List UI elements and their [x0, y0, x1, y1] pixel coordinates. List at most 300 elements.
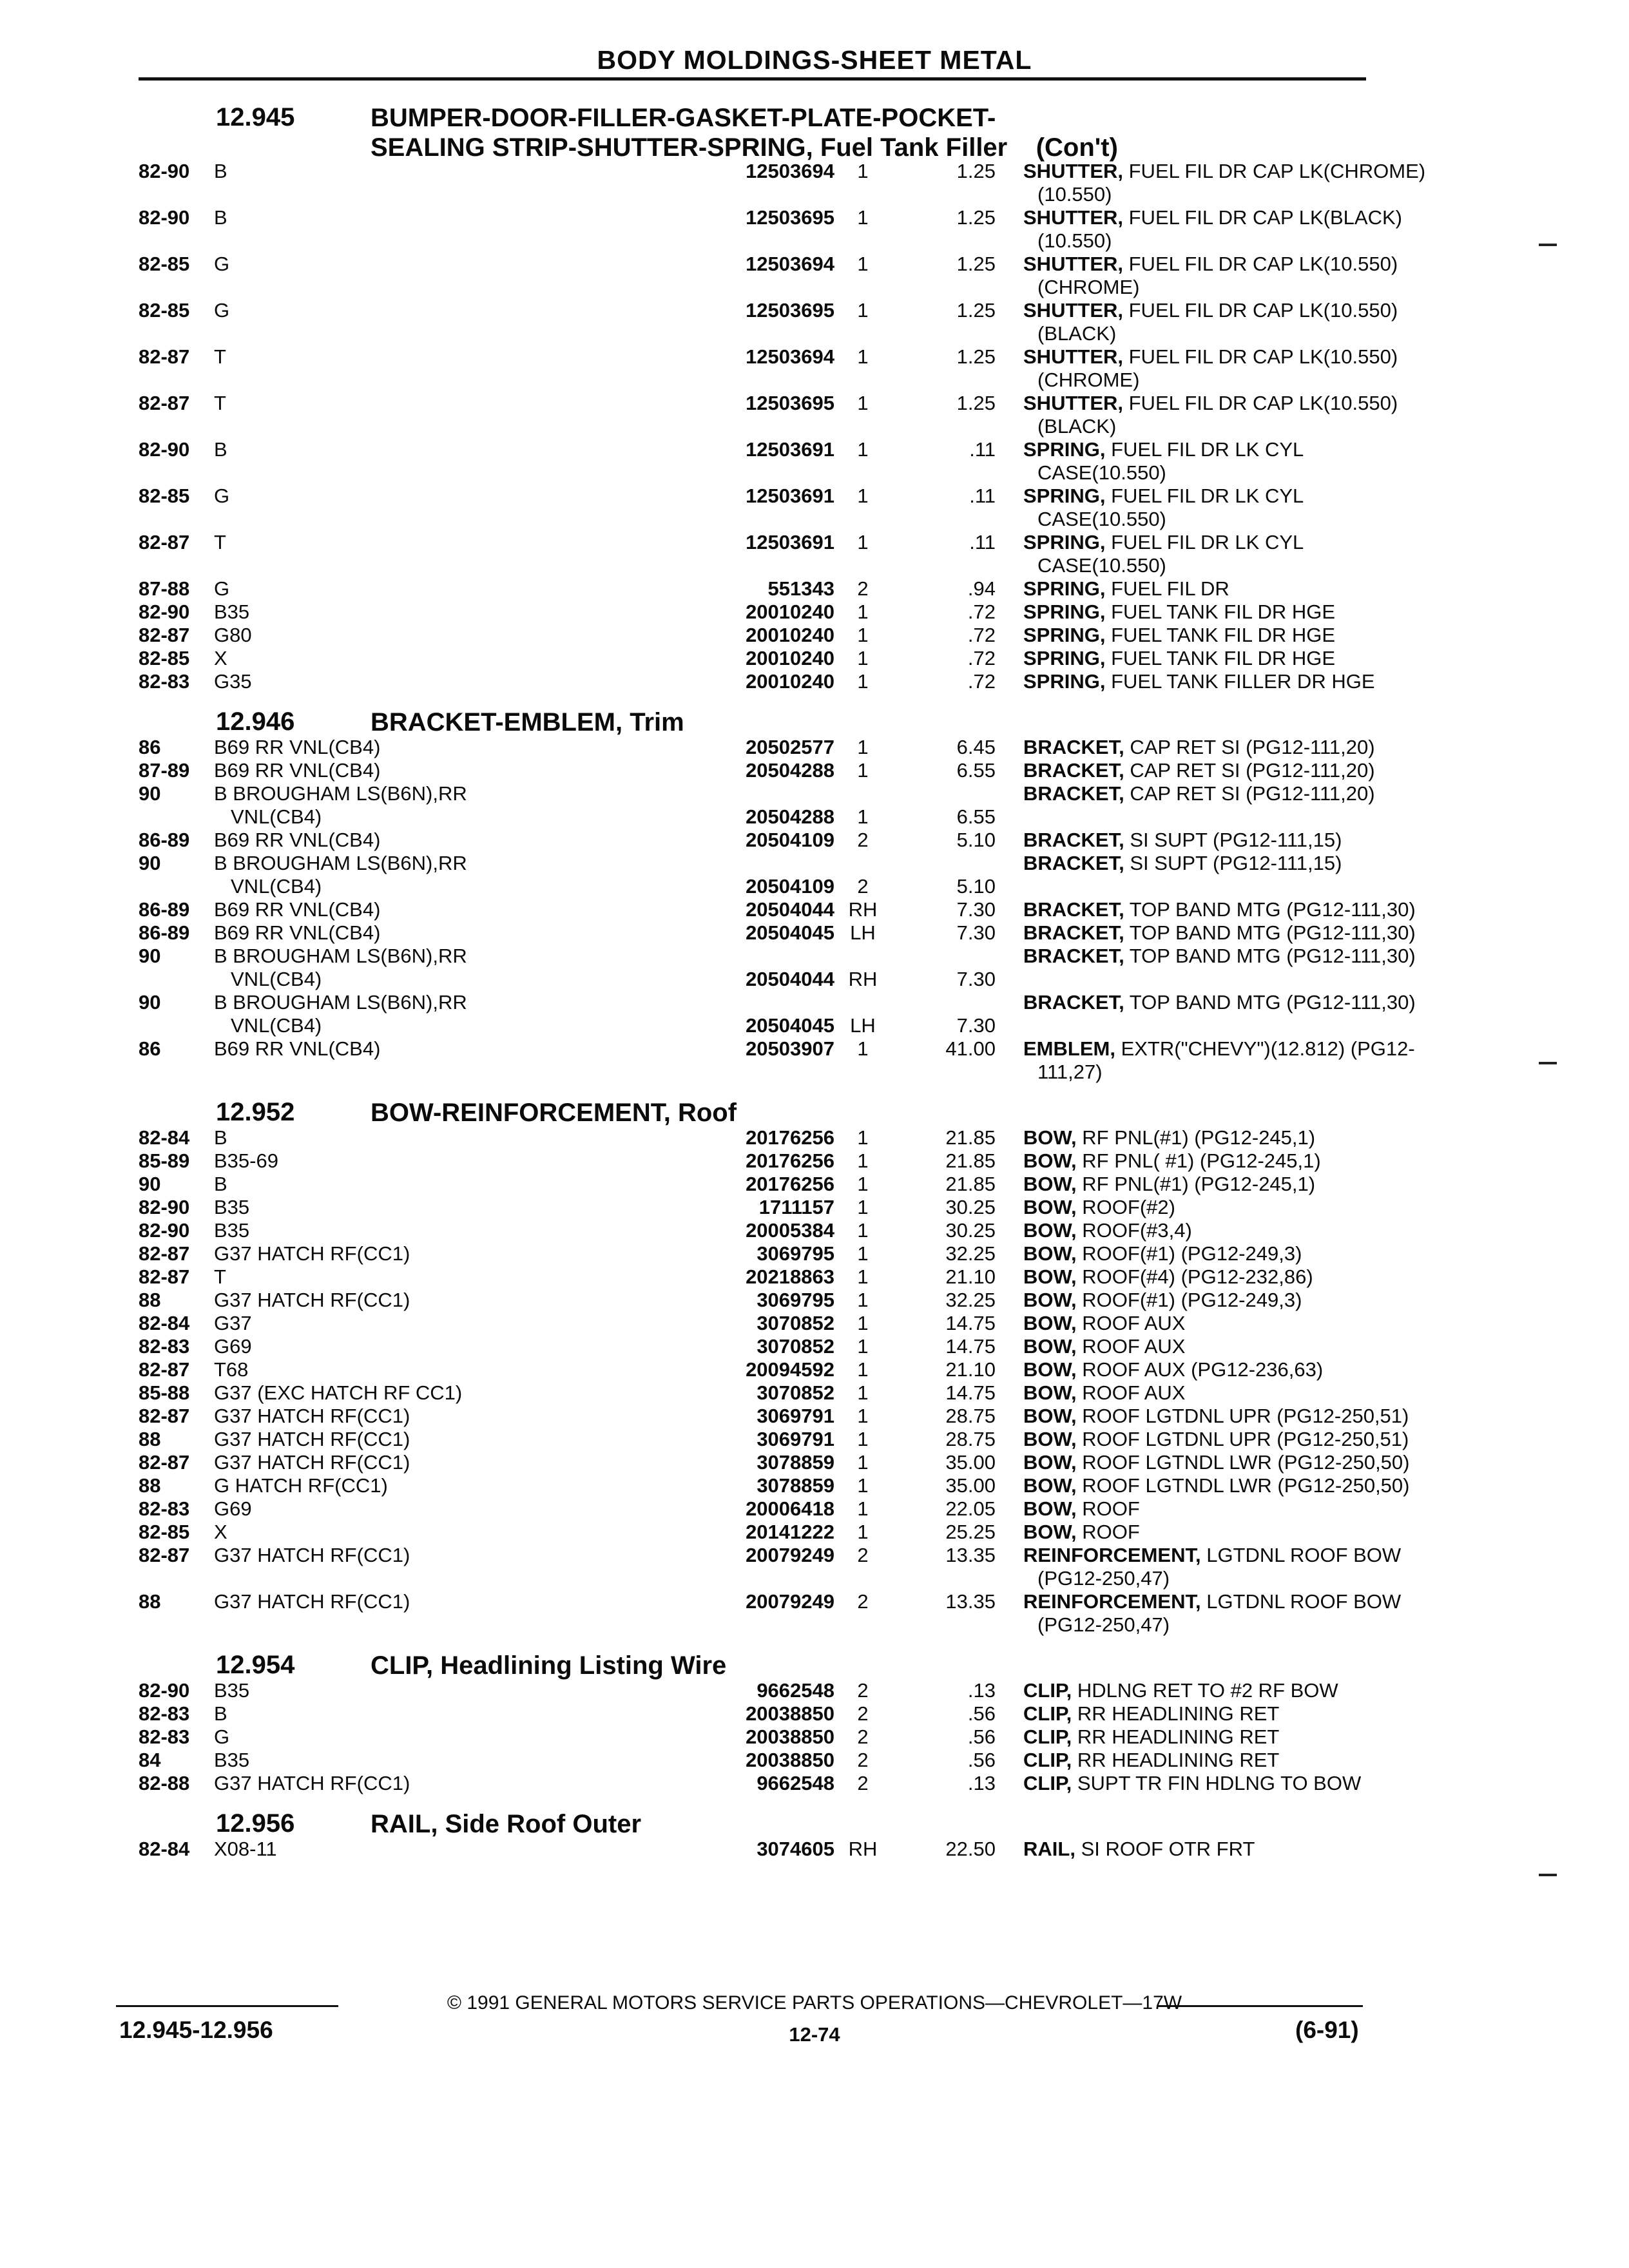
description-text: FUEL FIL DR LK CYL [1111, 531, 1304, 553]
description-noun: BOW, [1023, 1497, 1077, 1520]
price-cell: 7.30 [956, 921, 996, 944]
model-line: G69 [214, 1497, 252, 1520]
description-noun: BOW, [1023, 1428, 1077, 1450]
model-line: G37 HATCH RF(CC1) [214, 1772, 410, 1794]
price-cell: 22.50 [945, 1838, 996, 1860]
description-line [1023, 670, 1375, 693]
quantity-cell: 1 [857, 253, 869, 275]
description-line [1023, 508, 1366, 531]
section-heading [139, 1804, 1366, 1838]
description-line [1023, 160, 1426, 183]
description-cell [1023, 299, 1398, 345]
table-row [139, 1149, 1366, 1173]
section-title-rest: Side Roof Outer [445, 1810, 642, 1838]
description-cell [1023, 1544, 1402, 1590]
table-row [139, 1265, 1366, 1289]
table-row [139, 1242, 1366, 1265]
years-cell: 90 [139, 852, 161, 874]
quantity-cell: 1 [857, 299, 869, 322]
model-line: G69 [214, 1335, 252, 1358]
price-cell: 6.45 [956, 736, 996, 758]
years-cell: 82-84 [139, 1126, 190, 1149]
quantity-cell: 1 [857, 1289, 869, 1311]
quantity-cell: 1 [857, 1405, 869, 1427]
table-row [139, 782, 1375, 829]
price-cell: 1.25 [956, 160, 996, 182]
description-line [1023, 1037, 1415, 1061]
model-line: T [214, 392, 226, 414]
description-noun: BRACKET, [1023, 736, 1124, 758]
quantity-cell: 1 [857, 1265, 869, 1288]
price-cell: 13.35 [945, 1544, 996, 1566]
quantity-cell: 1 [857, 601, 869, 623]
description-text: CASE(10.550) [1037, 461, 1166, 484]
quantity-cell: 1 [857, 759, 869, 782]
description-line [1023, 1405, 1409, 1428]
model-line: G37 HATCH RF(CC1) [214, 1405, 410, 1427]
section-number: 12.952 [216, 1098, 295, 1126]
description-text: FUEL FIL DR CAP LK(CHROME) [1128, 160, 1426, 182]
years-cell: 85-89 [139, 1149, 190, 1172]
price-cell: 1.25 [956, 392, 996, 414]
section-title-main: BUMPER-DOOR-FILLER-GASKET-PLATE-POCKET- [371, 104, 996, 132]
description-text: ROOF AUX [1082, 1312, 1186, 1334]
price-cell: .56 [967, 1702, 996, 1725]
description-text: (PG12-250,47) [1037, 1567, 1170, 1590]
years-cell: 88 [139, 1289, 161, 1311]
quantity-cell: 1 [857, 1312, 869, 1334]
quantity-cell: RH [848, 1838, 878, 1860]
years-cell: 82-83 [139, 1702, 190, 1725]
model-line: G37 (EXC HATCH RF CC1) [214, 1381, 463, 1404]
description-line [1023, 1428, 1409, 1451]
table-row [139, 898, 1416, 921]
price-cell: 22.05 [945, 1497, 996, 1520]
table-row [139, 160, 1426, 206]
price-cell: .56 [967, 1749, 996, 1771]
table-row [139, 1497, 1366, 1521]
description-text: FUEL FIL DR CAP LK(BLACK) [1128, 206, 1402, 229]
description-text: ROOF AUX [1082, 1335, 1186, 1358]
price-cell: 7.30 [956, 1014, 996, 1037]
table-row [139, 1405, 1409, 1428]
model-line: G80 [214, 624, 252, 646]
table-row [139, 1590, 1402, 1637]
description-cell [1023, 1219, 1366, 1242]
table-row [139, 991, 1416, 1037]
description-cell [1023, 624, 1366, 647]
price-cell: .11 [969, 531, 996, 553]
model-line: VNL(CB4) [231, 968, 322, 990]
description-cell [1023, 1749, 1366, 1772]
description-line [1023, 624, 1366, 647]
section-title [371, 1651, 726, 1680]
price-cell: 14.75 [945, 1312, 996, 1334]
model-line: B BROUGHAM LS(B6N),RR [214, 782, 467, 805]
quantity-cell: LH [850, 921, 876, 944]
quantity-cell: 2 [857, 577, 869, 600]
section-heading [139, 98, 1366, 160]
part-number-cell: 20176256 [746, 1149, 834, 1172]
description-line [1023, 1497, 1366, 1521]
table-row [139, 1289, 1366, 1312]
part-number-cell: 20504044 [746, 898, 834, 921]
price-cell: 28.75 [945, 1428, 996, 1450]
model-line: VNL(CB4) [231, 805, 322, 828]
description-noun: BOW, [1023, 1405, 1077, 1427]
quantity-cell: 1 [857, 1219, 869, 1242]
price-cell: 41.00 [945, 1037, 996, 1060]
part-number-cell: 20504044 [746, 968, 834, 990]
part-number-cell: 20502577 [746, 736, 834, 758]
description-line [1023, 945, 1416, 968]
table-row [139, 577, 1366, 601]
description-text: CASE(10.550) [1037, 508, 1166, 530]
description-line [1023, 206, 1402, 229]
quantity-cell: 2 [857, 1544, 869, 1566]
section-title [371, 1098, 737, 1128]
description-line [1023, 183, 1366, 206]
description-text: LGTDNL ROOF BOW [1206, 1590, 1402, 1613]
header-rule [139, 77, 1366, 81]
price-cell: 13.35 [945, 1590, 996, 1613]
description-text: TOP BAND MTG (PG12-111,30) [1129, 945, 1416, 967]
price-cell: .72 [967, 670, 996, 693]
years-cell: 82-90 [139, 160, 190, 182]
description-line [1023, 759, 1375, 782]
part-number-cell: 20005384 [746, 1219, 834, 1242]
description-text: ROOF AUX [1082, 1381, 1186, 1404]
description-text: RR HEADLINING RET [1077, 1702, 1280, 1725]
description-cell [1023, 1358, 1366, 1381]
footer-range: 12.945-12.956 [119, 2017, 273, 2043]
description-cell [1023, 898, 1416, 921]
quantity-cell: 1 [857, 1149, 869, 1172]
years-cell: 86-89 [139, 921, 190, 944]
description-noun: BOW, [1023, 1265, 1077, 1288]
model-line: VNL(CB4) [231, 1014, 322, 1037]
part-number-cell: 20218863 [746, 1265, 834, 1288]
description-noun: BOW, [1023, 1474, 1077, 1497]
part-number-cell: 3078859 [757, 1451, 834, 1474]
description-text: ROOF AUX (PG12-236,63) [1082, 1358, 1324, 1381]
price-cell: 30.25 [945, 1219, 996, 1242]
price-cell: .13 [967, 1772, 996, 1794]
price-cell: 1.25 [956, 253, 996, 275]
description-cell [1023, 1405, 1409, 1428]
quantity-cell: 1 [857, 1358, 869, 1381]
years-cell: 84 [139, 1749, 161, 1771]
section [139, 1804, 1366, 1861]
description-cell [1023, 531, 1366, 577]
description-text: RF PNL(#1) (PG12-245,1) [1082, 1126, 1316, 1149]
model-line: B35 [214, 601, 250, 623]
part-number-cell: 12503694 [746, 253, 834, 275]
section-title-rest: Headlining Listing Wire [440, 1651, 727, 1680]
quantity-cell: 1 [857, 670, 869, 693]
description-text: (BLACK) [1037, 415, 1117, 437]
table-row [139, 1312, 1366, 1335]
table-row [139, 670, 1375, 693]
section-title-line2: SEALING STRIP-SHUTTER-SPRING, Fuel Tank Filler [371, 133, 1008, 162]
quantity-cell: 1 [857, 1126, 869, 1149]
description-cell [1023, 829, 1366, 852]
section [139, 702, 1416, 1084]
description-text: CAP RET SI (PG12-111,20) [1130, 736, 1375, 758]
description-text: 111,27) [1037, 1061, 1103, 1083]
description-noun: BOW, [1023, 1451, 1077, 1474]
description-noun: SPRING, [1023, 485, 1106, 507]
description-cell [1023, 577, 1366, 601]
part-number-cell: 20504109 [746, 829, 834, 851]
part-number-cell: 3078859 [757, 1474, 834, 1497]
years-cell: 82-85 [139, 253, 190, 275]
section-number: 12.956 [216, 1809, 295, 1838]
description-cell [1023, 1289, 1366, 1312]
price-cell: .56 [967, 1725, 996, 1748]
section [139, 1093, 1410, 1637]
price-cell: 6.55 [956, 805, 996, 828]
description-cell [1023, 1381, 1366, 1405]
quantity-cell: RH [848, 968, 878, 990]
section [139, 1646, 1366, 1795]
model-line: X [214, 1521, 227, 1543]
description-line [1023, 392, 1398, 415]
description-text: ROOF(#1) (PG12-249,3) [1082, 1289, 1302, 1311]
quantity-cell: 2 [857, 829, 869, 851]
section-title [371, 707, 684, 737]
model-line: B69 RR VNL(CB4) [214, 1037, 381, 1060]
years-cell: 88 [139, 1590, 161, 1613]
description-cell [1023, 1149, 1366, 1173]
description-text: FUEL FIL DR LK CYL [1111, 438, 1304, 461]
model-line: G [214, 253, 230, 275]
description-line [1023, 299, 1398, 322]
quantity-cell: 2 [857, 1725, 869, 1748]
description-cell [1023, 1242, 1366, 1265]
description-cell [1023, 1521, 1366, 1544]
price-cell: 14.75 [945, 1335, 996, 1358]
description-line [1023, 1702, 1366, 1725]
description-noun: SHUTTER, [1023, 160, 1123, 182]
footer-copyright: © 1991 GENERAL MOTORS SERVICE PARTS OPERATIONS—CHEVROLET—17W [447, 1992, 1182, 2013]
part-number-cell: 3070852 [757, 1312, 834, 1334]
description-noun: EMBLEM, [1023, 1037, 1115, 1060]
table-row [139, 1544, 1402, 1590]
part-number-cell: 20176256 [746, 1126, 834, 1149]
quantity-cell: 1 [857, 531, 869, 553]
description-cell [1023, 601, 1366, 624]
description-noun: SPRING, [1023, 438, 1106, 461]
description-line [1023, 1149, 1366, 1173]
description-text: CAP RET SI (PG12-111,20) [1130, 759, 1375, 782]
description-noun: BOW, [1023, 1381, 1077, 1404]
description-line [1023, 1173, 1366, 1196]
model-line: B [214, 1173, 227, 1195]
years-cell: 82-87 [139, 1544, 190, 1566]
table-row [139, 1037, 1415, 1084]
description-noun: SPRING, [1023, 577, 1106, 600]
quantity-cell: 1 [857, 345, 869, 368]
part-number-cell: 20504045 [746, 1014, 834, 1037]
description-cell [1023, 1725, 1366, 1749]
model-line: X [214, 647, 227, 669]
quantity-cell: 1 [857, 624, 869, 646]
description-line [1023, 1451, 1410, 1474]
description-line [1023, 369, 1366, 392]
model-line: G [214, 1725, 230, 1748]
table-row [139, 1428, 1409, 1451]
years-cell: 90 [139, 991, 161, 1014]
model-line: X08-11 [214, 1838, 277, 1860]
model-line: B [214, 438, 227, 461]
table-row [139, 921, 1416, 945]
part-number-cell: 20504288 [746, 759, 834, 782]
price-cell: .72 [967, 624, 996, 646]
description-noun: SPRING, [1023, 531, 1106, 553]
model-line: T68 [214, 1358, 249, 1381]
description-line [1023, 322, 1366, 345]
price-cell: 25.25 [945, 1521, 996, 1543]
description-cell [1023, 1590, 1402, 1637]
description-text: ROOF(#3,4) [1082, 1219, 1192, 1242]
table-row [139, 1381, 1366, 1405]
model-line: G37 [214, 1312, 252, 1334]
years-cell: 82-87 [139, 531, 190, 553]
description-cell [1023, 991, 1416, 1014]
description-cell [1023, 1428, 1409, 1451]
model-line: G HATCH RF(CC1) [214, 1474, 388, 1497]
description-text: FUEL FIL DR CAP LK(10.550) [1128, 392, 1398, 414]
part-number-cell: 12503691 [746, 438, 834, 461]
part-number-cell: 20079249 [746, 1544, 834, 1566]
price-cell: 21.10 [945, 1358, 996, 1381]
description-cell [1023, 1335, 1366, 1358]
description-line [1023, 921, 1416, 945]
model-line: B [214, 1702, 227, 1725]
quantity-cell: 1 [857, 1335, 869, 1358]
price-cell: 21.85 [945, 1173, 996, 1195]
model-line: B BROUGHAM LS(B6N),RR [214, 991, 467, 1014]
description-text: FUEL FIL DR CAP LK(10.550) [1128, 345, 1398, 368]
description-line [1023, 229, 1366, 253]
quantity-cell: 1 [857, 647, 869, 669]
part-number-cell: 1711157 [758, 1196, 834, 1218]
years-cell: 88 [139, 1474, 161, 1497]
description-noun: CLIP, [1023, 1702, 1072, 1725]
years-cell: 88 [139, 1428, 161, 1450]
description-text: ROOF [1082, 1497, 1140, 1520]
description-cell [1023, 1497, 1366, 1521]
description-noun: BOW, [1023, 1358, 1077, 1381]
description-noun: SPRING, [1023, 601, 1106, 623]
model-line: G [214, 299, 230, 322]
description-noun: BOW, [1023, 1196, 1077, 1218]
description-noun: CLIP, [1023, 1725, 1072, 1748]
section-title [371, 103, 1118, 162]
part-number-cell: 20079249 [746, 1590, 834, 1613]
table-row [139, 1451, 1410, 1474]
description-line [1023, 601, 1366, 624]
price-cell: 21.85 [945, 1149, 996, 1172]
description-line [1023, 1289, 1366, 1312]
part-number-cell: 9662548 [757, 1679, 834, 1702]
years-cell: 82-83 [139, 670, 190, 693]
price-cell: 1.25 [956, 206, 996, 229]
table-row [139, 1126, 1366, 1149]
model-line: B BROUGHAM LS(B6N),RR [214, 852, 467, 874]
model-line: B69 RR VNL(CB4) [214, 736, 381, 758]
margin-mark [1539, 1062, 1557, 1064]
description-line [1023, 531, 1366, 554]
part-number-cell: 12503695 [746, 299, 834, 322]
section-title [371, 1809, 641, 1839]
footer-page-number: 12-74 [789, 2023, 840, 2046]
description-noun: CLIP, [1023, 1749, 1072, 1771]
description-text: ROOF [1082, 1521, 1140, 1543]
model-line: G35 [214, 670, 252, 693]
description-noun: SHUTTER, [1023, 345, 1123, 368]
price-cell: 35.00 [945, 1451, 996, 1474]
description-cell [1023, 852, 1366, 875]
margin-mark [1539, 244, 1557, 246]
model-line: B [214, 1126, 227, 1149]
description-noun: SPRING, [1023, 624, 1106, 646]
years-cell: 82-84 [139, 1838, 190, 1860]
quantity-cell: 2 [857, 1749, 869, 1771]
price-cell: 6.55 [956, 759, 996, 782]
table-row [139, 624, 1366, 647]
part-number-cell: 3070852 [757, 1381, 834, 1404]
description-text: FUEL TANK FIL DR HGE [1111, 647, 1336, 669]
description-line [1023, 898, 1416, 921]
part-number-cell: 20010240 [746, 670, 834, 693]
part-number-cell: 12503691 [746, 485, 834, 507]
description-line [1023, 1358, 1366, 1381]
description-line [1023, 1242, 1366, 1265]
model-line: G37 HATCH RF(CC1) [214, 1544, 410, 1566]
part-number-cell: 12503694 [746, 160, 834, 182]
page-header: BODY MOLDINGS-SHEET METAL [597, 45, 1032, 75]
description-text: SUPT TR FIN HDLNG TO BOW [1077, 1772, 1362, 1794]
table-row [139, 1196, 1366, 1219]
price-cell: 1.25 [956, 345, 996, 368]
years-cell: 82-87 [139, 1405, 190, 1427]
quantity-cell: 1 [857, 160, 869, 182]
description-line [1023, 1567, 1366, 1590]
margin-mark [1539, 1874, 1557, 1876]
quantity-cell: 1 [857, 206, 869, 229]
description-cell [1023, 921, 1416, 945]
price-cell: 7.30 [956, 968, 996, 990]
description-text: (PG12-250,47) [1037, 1613, 1170, 1636]
years-cell: 85-88 [139, 1381, 190, 1404]
model-line: B69 RR VNL(CB4) [214, 829, 381, 851]
description-line [1023, 554, 1366, 577]
table-row [139, 945, 1416, 991]
section [139, 98, 1426, 693]
section-title-rest: Roof [677, 1099, 737, 1127]
part-number-cell: 20176256 [746, 1173, 834, 1195]
part-number-cell: 20504109 [746, 875, 834, 898]
table-row [139, 1679, 1366, 1702]
description-cell [1023, 392, 1398, 438]
part-number-cell: 12503694 [746, 345, 834, 368]
years-cell: 82-84 [139, 1312, 190, 1334]
model-line: B69 RR VNL(CB4) [214, 921, 381, 944]
table-row [139, 1521, 1366, 1544]
years-cell: 86 [139, 1037, 161, 1060]
